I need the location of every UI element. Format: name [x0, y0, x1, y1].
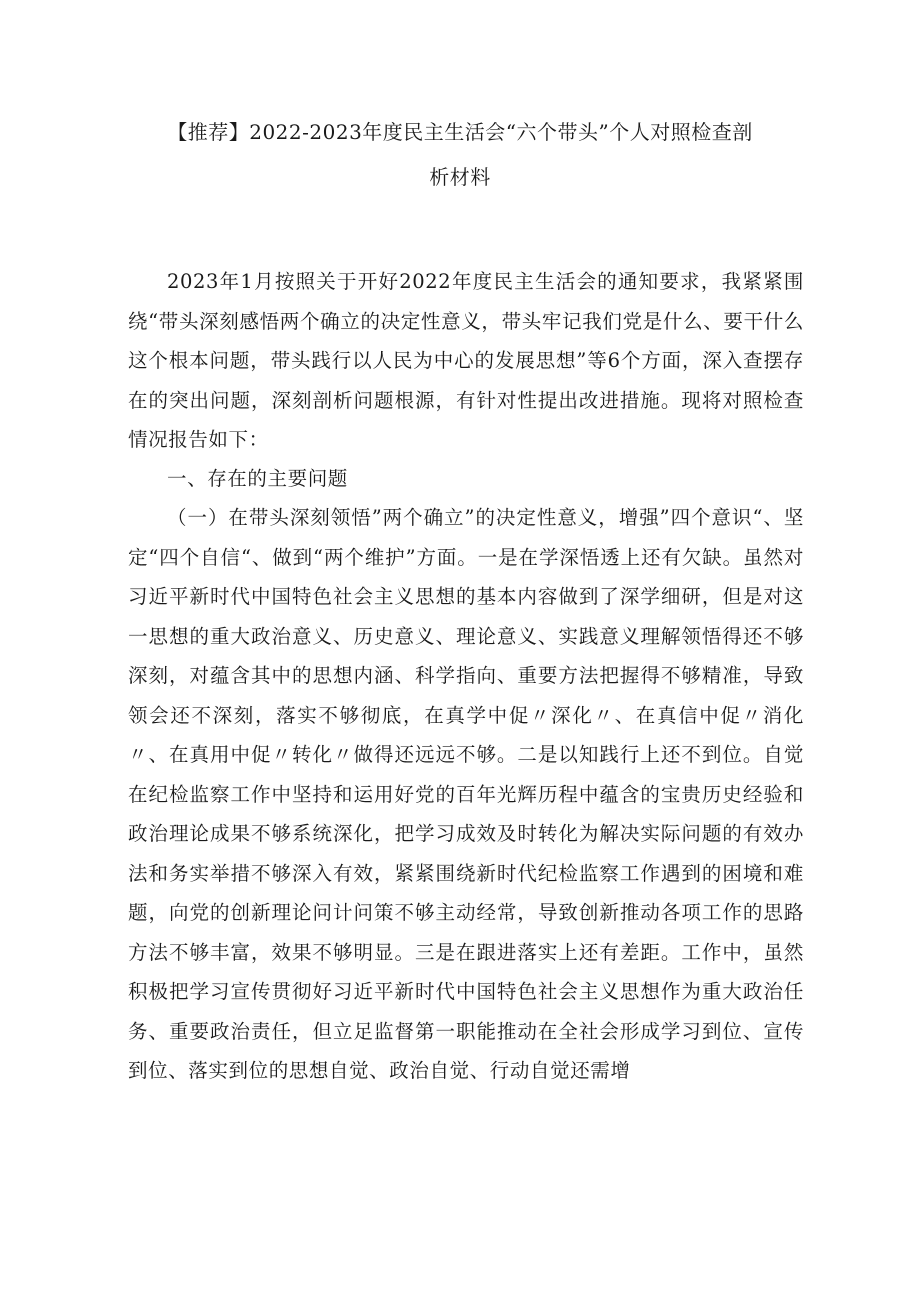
- document-title: [130, 110, 790, 200]
- section-heading: 一、存在的主要问题: [167, 467, 348, 490]
- body-paragraph-1: （一）在带头深刻领悟”两个确立”的决定性意义，增强”四个意识“、坚定“四个自信“、做到“两个维护”方面。一是在学深悟透上还有欠缺。虽然对习近平新时代中国特色社会主义思想的基本内容做到了深学细研，但是对这一思想的重大政治意义、历史意义、理论意义、实践意义理解领悟得还不够深刻，对蕴含其中的思想内涵、科学指向、重要方法把握得不够精准，导致领会还不深刻，落实不够彻底，在真学中促〃深化〃、在真信中促〃消化〃、在真用中促〃转化〃做得还远远不够。二是以知践行上还不到位。自觉在纪检监察工作中坚持和运用好党的百年光辉历程中蕴含的宝贵历史经验和政治理论成果不够系统深化，把学习成效及时转化为解决实际问题的有效办法和务实举措不够深入有效，紧紧围绕新时代纪检监察工作遇到的困境和难题，向党的创新理论问计问策不够主动经常，导致创新推动各项工作的思路方法不够丰富，效果不够明显。三是在跟进落实上还有差距。工作中，虽然积极把学习宣传贯彻好习近平新时代中国特色社会主义思想作为重大政治任务、重要政治责任，但立足监督第一职能推动在全社会形成学习到位、宣传到位、落实到位的思想自觉、政治自觉、行动自觉还需增: [128, 506, 804, 1082]
- title-line-1: 【推荐】2022-2023年度民主生活会“六个带头”个人对照检查剖: [167, 120, 753, 144]
- title-line-2: 析材料: [429, 165, 491, 189]
- intro-paragraph: 2023年1月按照关于开好2022年度民主生活会的通知要求，我紧紧围绕“带头深刻感悟两个确立的决定性意义，带头牢记我们党是什么、要干什么这个根本问题，带头践行以人民为中心的发展思想”等6个方面，深入查摆存在的突出问题，深刻剖析问题根源，有针对性提出改进措施。现将对照检查情况报告如下：: [128, 270, 804, 451]
